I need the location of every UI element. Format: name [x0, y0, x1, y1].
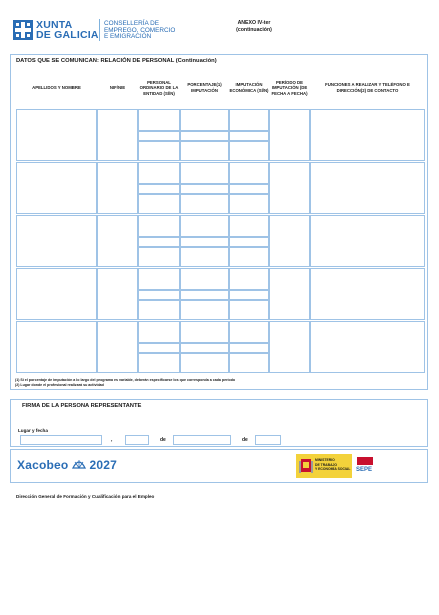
row5-nif-field[interactable] — [97, 321, 138, 373]
row3-apellidos-field[interactable] — [16, 215, 97, 267]
row1-porcentaje-sub2[interactable] — [180, 141, 229, 161]
row3-imputacion-sub1[interactable] — [229, 237, 269, 247]
row3-imputacion-field[interactable] — [229, 215, 269, 237]
row3-porcentaje-sub2[interactable] — [180, 247, 229, 267]
row4-apellidos-field[interactable] — [16, 268, 97, 320]
row1-imputacion-sub1[interactable] — [229, 131, 269, 141]
row4-personal-sub1[interactable] — [138, 290, 180, 300]
row4-imputacion-field[interactable] — [229, 268, 269, 290]
footnotes — [15, 378, 235, 387]
anio-input[interactable] — [255, 435, 281, 445]
conselleria-name: CONSELLERÍA DE EMPREGO, COMERCIO E EMIGRACIÓN — [104, 20, 176, 41]
anexo-label: ANEXO IV-ter (continuación) — [236, 20, 272, 33]
row5-funciones-field[interactable] — [310, 321, 425, 373]
row3-nif-field[interactable] — [97, 215, 138, 267]
row5-periodo-field[interactable] — [269, 321, 310, 373]
row2-funciones-field[interactable] — [310, 162, 425, 214]
comma-separator: , — [111, 437, 113, 443]
col-header-funciones: FUNCIONES A REALIZAR Y TELÉFONO E DIRECCIÓN(2) DE CONTACTO — [325, 82, 410, 93]
lugar-input[interactable] — [20, 435, 102, 445]
footnote-1: (1) Si el porcentaje de imputación a lo largo del programa es variable, deberán especificarse los que corresponda a cada período — [15, 378, 236, 382]
de-label-1: de — [160, 437, 166, 443]
row3-personal-sub1[interactable] — [138, 237, 180, 247]
row4-porcentaje-field[interactable] — [180, 268, 229, 290]
sepe-logo: SEPE — [354, 454, 376, 478]
row2-porcentaje-sub1[interactable] — [180, 184, 229, 194]
row4-porcentaje-sub1[interactable] — [180, 290, 229, 300]
row5-imputacion-sub1[interactable] — [229, 343, 269, 353]
row4-personal-field[interactable] — [138, 268, 180, 290]
row1-porcentaje-sub1[interactable] — [180, 131, 229, 141]
row2-porcentaje-sub2[interactable] — [180, 194, 229, 214]
col-header-porcentaje: PORCENTAJE(1) IMPUTACIÓN — [187, 82, 222, 93]
row5-personal-field[interactable] — [138, 321, 180, 343]
row5-imputacion-sub2[interactable] — [229, 353, 269, 373]
mes-input[interactable] — [173, 435, 231, 445]
section-title: DATOS QUE SE COMUNICAN: RELACIÓN DE PERSONAL (Continuación) — [16, 58, 217, 64]
row2-personal-sub2[interactable] — [138, 194, 180, 214]
col-header-nif: NIF/NIE — [109, 85, 126, 91]
row1-personal-sub1[interactable] — [138, 131, 180, 141]
row1-personal-field[interactable] — [138, 109, 180, 131]
row5-porcentaje-field[interactable] — [180, 321, 229, 343]
firma-title: FIRMA DE LA PERSONA REPRESENTANTE — [22, 403, 142, 409]
logo-divider — [99, 19, 100, 41]
xunta-shield-icon — [13, 20, 33, 40]
row2-personal-field[interactable] — [138, 162, 180, 184]
row2-nif-field[interactable] — [97, 162, 138, 214]
gobierno-espana-logo: MINISTERIO DE TRABAJO Y ECONOMÍA SOCIAL — [296, 454, 352, 478]
row1-imputacion-sub2[interactable] — [229, 141, 269, 161]
row4-nif-field[interactable] — [97, 268, 138, 320]
row5-apellidos-field[interactable] — [16, 321, 97, 373]
row5-porcentaje-sub1[interactable] — [180, 343, 229, 353]
direccion-general-text: Dirección General de Formación y Cualificación para el Empleo — [16, 494, 155, 499]
row2-personal-sub1[interactable] — [138, 184, 180, 194]
row1-personal-sub2[interactable] — [138, 141, 180, 161]
row3-porcentaje-field[interactable] — [180, 215, 229, 237]
row3-funciones-field[interactable] — [310, 215, 425, 267]
spain-coat-of-arms-icon — [299, 457, 313, 475]
row4-imputacion-sub1[interactable] — [229, 290, 269, 300]
row5-porcentaje-sub2[interactable] — [180, 353, 229, 373]
row1-nif-field[interactable] — [97, 109, 138, 161]
row3-periodo-field[interactable] — [269, 215, 310, 267]
col-header-periodo: PERÍODO DE IMPUTACIÓN (DE FECHA A FECHA) — [271, 79, 308, 96]
row5-personal-sub2[interactable] — [138, 353, 180, 373]
row1-porcentaje-field[interactable] — [180, 109, 229, 131]
row2-periodo-field[interactable] — [269, 162, 310, 214]
row4-porcentaje-sub2[interactable] — [180, 300, 229, 320]
row1-apellidos-field[interactable] — [16, 109, 97, 161]
row2-porcentaje-field[interactable] — [180, 162, 229, 184]
row2-imputacion-sub1[interactable] — [229, 184, 269, 194]
row1-funciones-field[interactable] — [310, 109, 425, 161]
dia-input[interactable] — [125, 435, 149, 445]
row2-imputacion-field[interactable] — [229, 162, 269, 184]
lugar-fecha-label: Lugar y fecha — [18, 428, 48, 433]
row3-porcentaje-sub1[interactable] — [180, 237, 229, 247]
row1-imputacion-field[interactable] — [229, 109, 269, 131]
row3-personal-field[interactable] — [138, 215, 180, 237]
de-label-2: de — [242, 437, 248, 443]
row4-personal-sub2[interactable] — [138, 300, 180, 320]
row5-imputacion-field[interactable] — [229, 321, 269, 343]
xacobeo-logo: Xacobeo 2027 — [17, 458, 118, 472]
row4-periodo-field[interactable] — [269, 268, 310, 320]
row2-imputacion-sub2[interactable] — [229, 194, 269, 214]
col-header-imputacion-economica: IMPUTACIÓN ECONÓMICA (SÍ/N) — [229, 82, 269, 93]
row4-funciones-field[interactable] — [310, 268, 425, 320]
row4-imputacion-sub2[interactable] — [229, 300, 269, 320]
col-header-apellidos: APELLIDOS Y NOMBRE — [32, 85, 81, 91]
row1-periodo-field[interactable] — [269, 109, 310, 161]
row3-imputacion-sub2[interactable] — [229, 247, 269, 267]
row3-personal-sub2[interactable] — [138, 247, 180, 267]
xunta-logo-text: XUNTA DE GALICIA — [36, 19, 99, 41]
col-header-personal-ordinario: PERSONAL ORDINARIO DE LA ENTIDAD (SÍ/N) — [139, 79, 179, 96]
row2-apellidos-field[interactable] — [16, 162, 97, 214]
row5-personal-sub1[interactable] — [138, 343, 180, 353]
scallop-shell-icon — [72, 458, 86, 470]
footnote-2: (2) Lugar donde el profesional realizará su actividad — [15, 382, 104, 387]
